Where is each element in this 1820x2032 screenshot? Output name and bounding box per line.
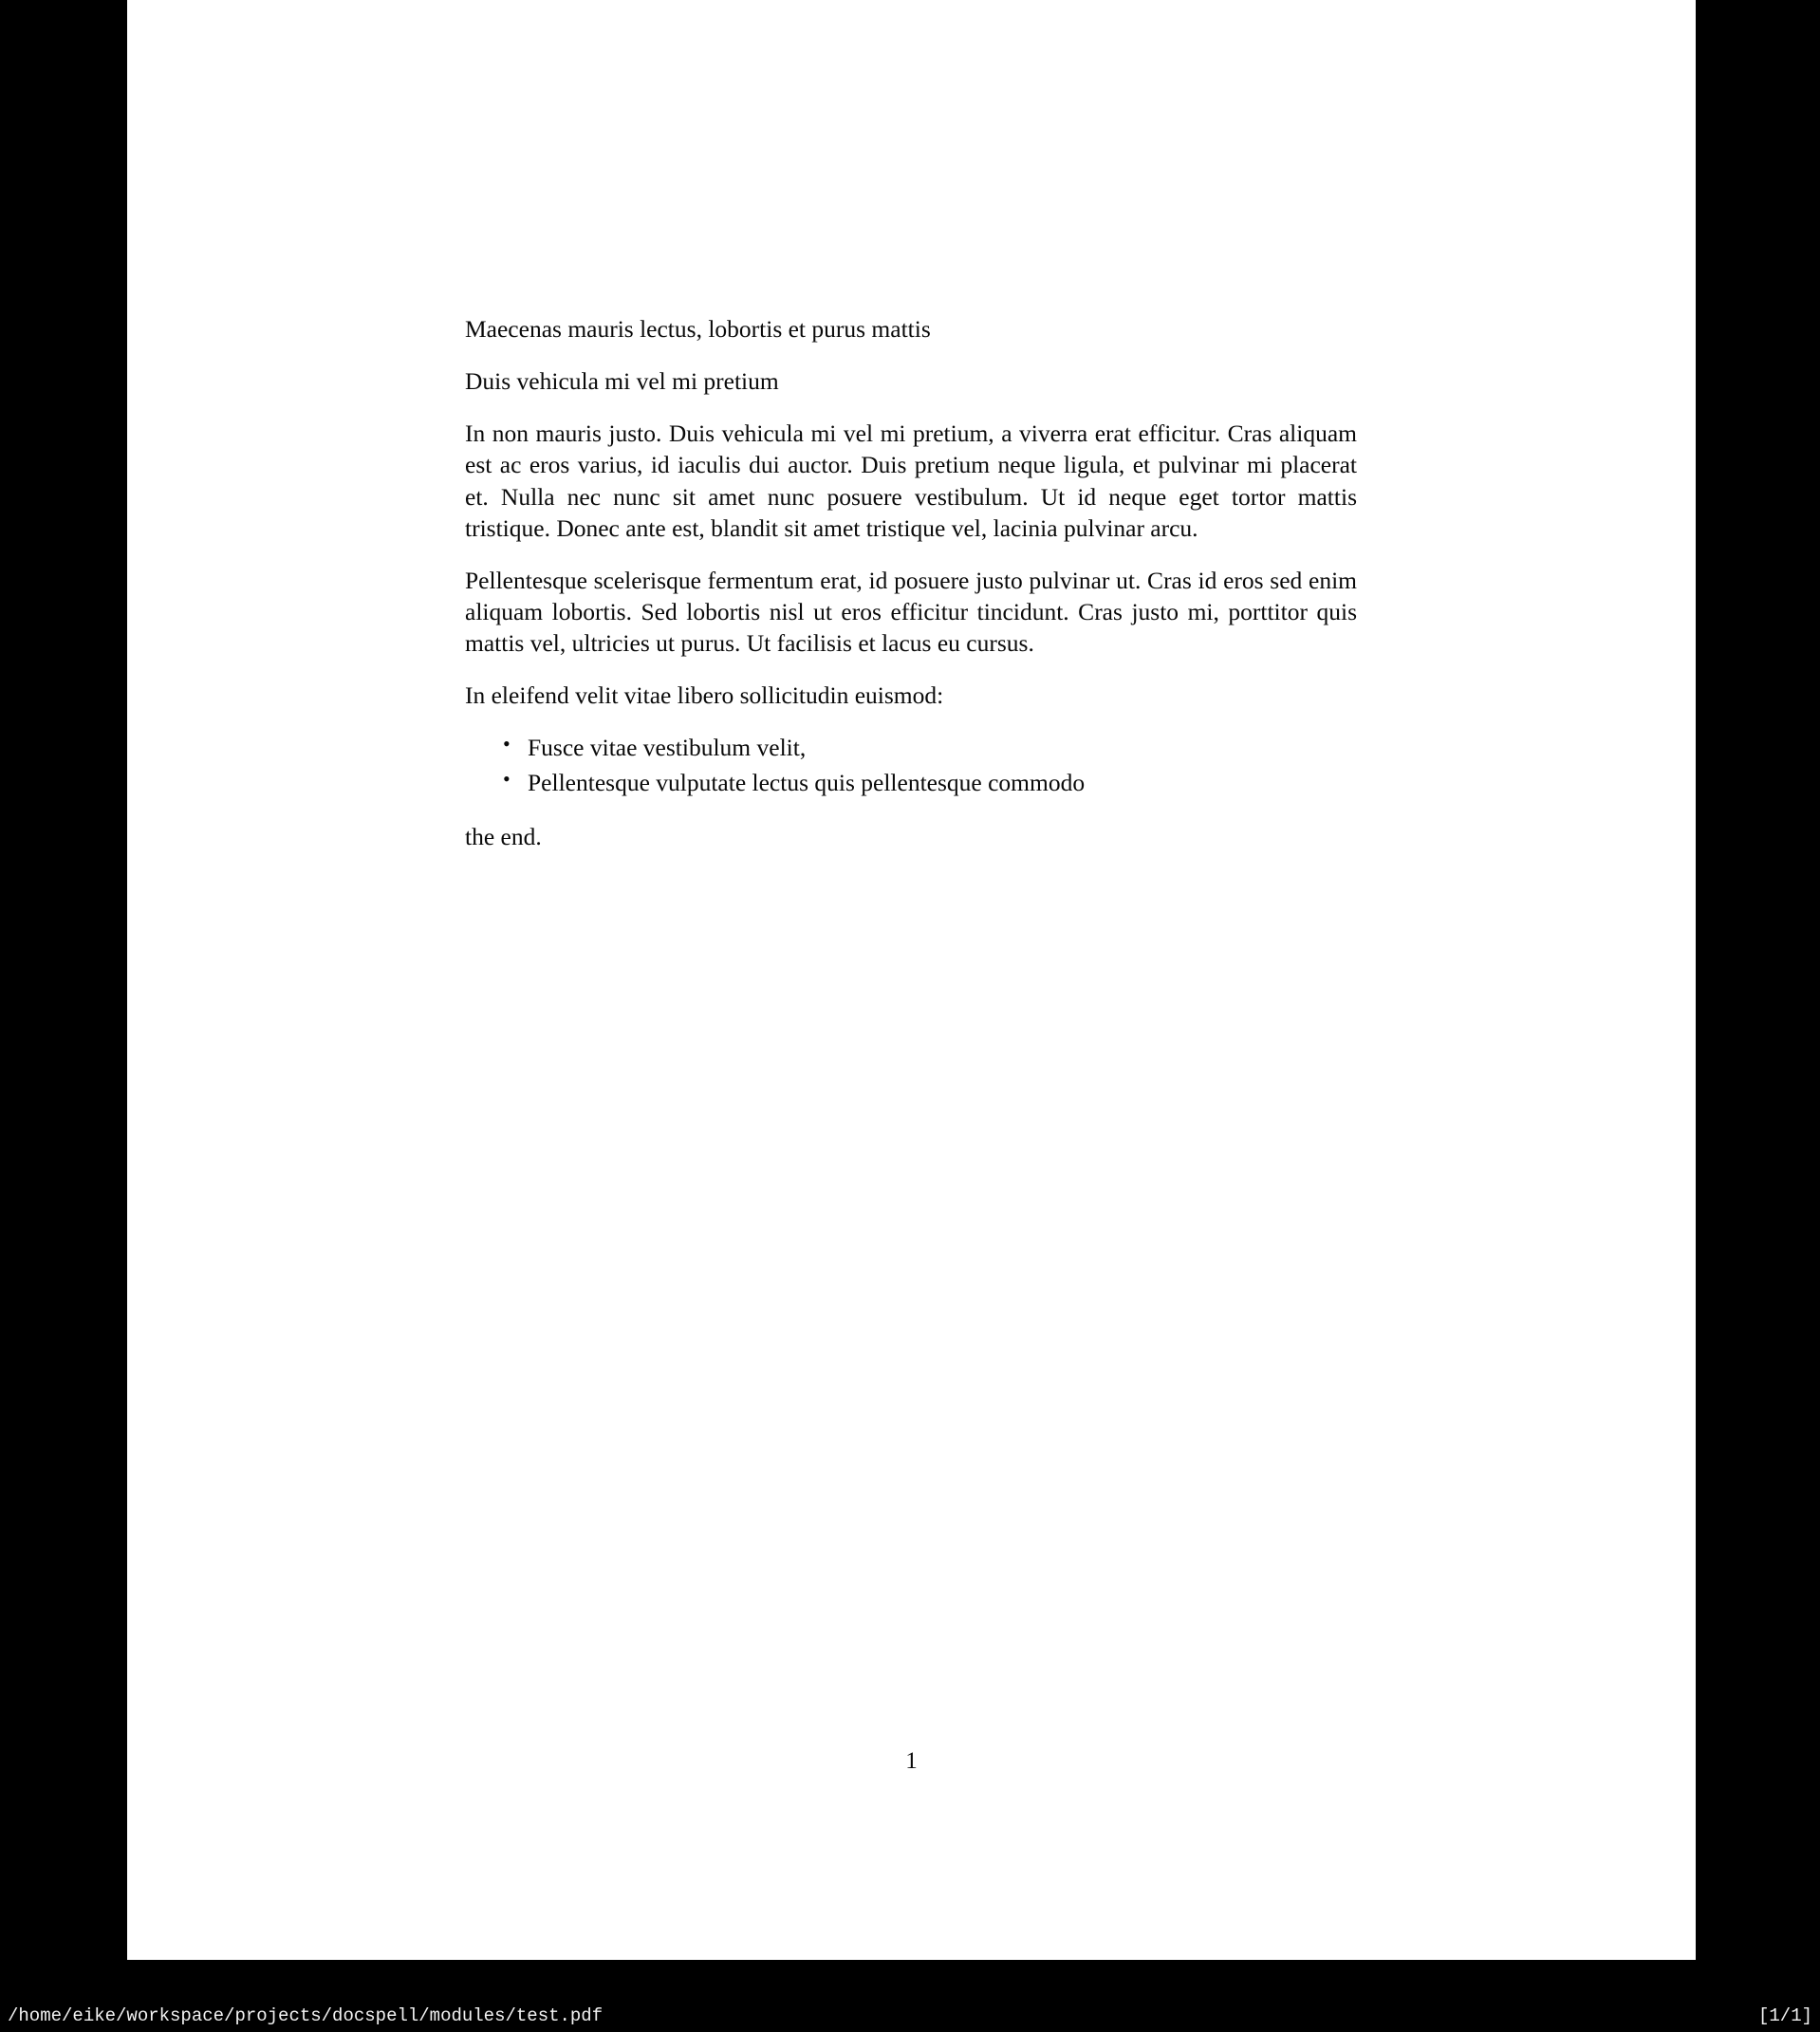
document-text-layer (465, 313, 1357, 873)
viewer-status-bar (0, 2000, 1820, 2032)
list-item (503, 766, 1357, 798)
list-item-label: Fusce vitae vestibulum velit, (528, 734, 807, 762)
pdf-page[interactable] (127, 0, 1696, 1960)
list-item-label: Pellentesque vulputate lectus quis pellentesque commodo (528, 768, 1086, 796)
document-paragraph-5: In eleifend velit vitae libero sollicitudin euismod: (465, 681, 944, 710)
list-item (503, 732, 1357, 763)
bullet-icon: • (503, 732, 511, 756)
status-bar-page-indicator: [1/1] (1757, 2005, 1812, 2026)
bullet-icon: • (503, 766, 511, 791)
page-number-footer: 1 (905, 1748, 918, 1774)
document-closing-paragraph: the end. (465, 822, 542, 850)
document-paragraph-4: Pellentesque scelerisque fermentum erat, id posuere justo pulvinar ut. Cras id eros sed enim aliquam lobortis. Sed lobortis nisl ut eros efficitur tincidunt. Cras justo mi, porttitor quis mattis vel, ultricies ut purus. Ut facilisis et lacus eu cursus. (465, 566, 1357, 658)
document-bullet-list (465, 732, 1357, 797)
document-paragraph-2: Duis vehicula mi vel mi pretium (465, 367, 779, 396)
document-paragraph-3: In non mauris justo. Duis vehicula mi vel mi pretium, a viverra erat efficitur. Cras aliquam est ac eros varius, id iaculis dui auctor. Duis pretium neque ligula, et pulvinar mi placerat et. Nulla nec nunc sit amet nunc posuere vestibulum. Ut id neque eget tortor mattis tristique. Donec ante est, blandit sit amet tristique vel, lacinia pulvinar arcu. (465, 419, 1357, 542)
status-bar-file-path: /home/eike/workspace/projects/docspell/modules/test.pdf (8, 2005, 604, 2026)
document-paragraph-1: Maecenas mauris lectus, lobortis et purus mattis (465, 315, 931, 343)
